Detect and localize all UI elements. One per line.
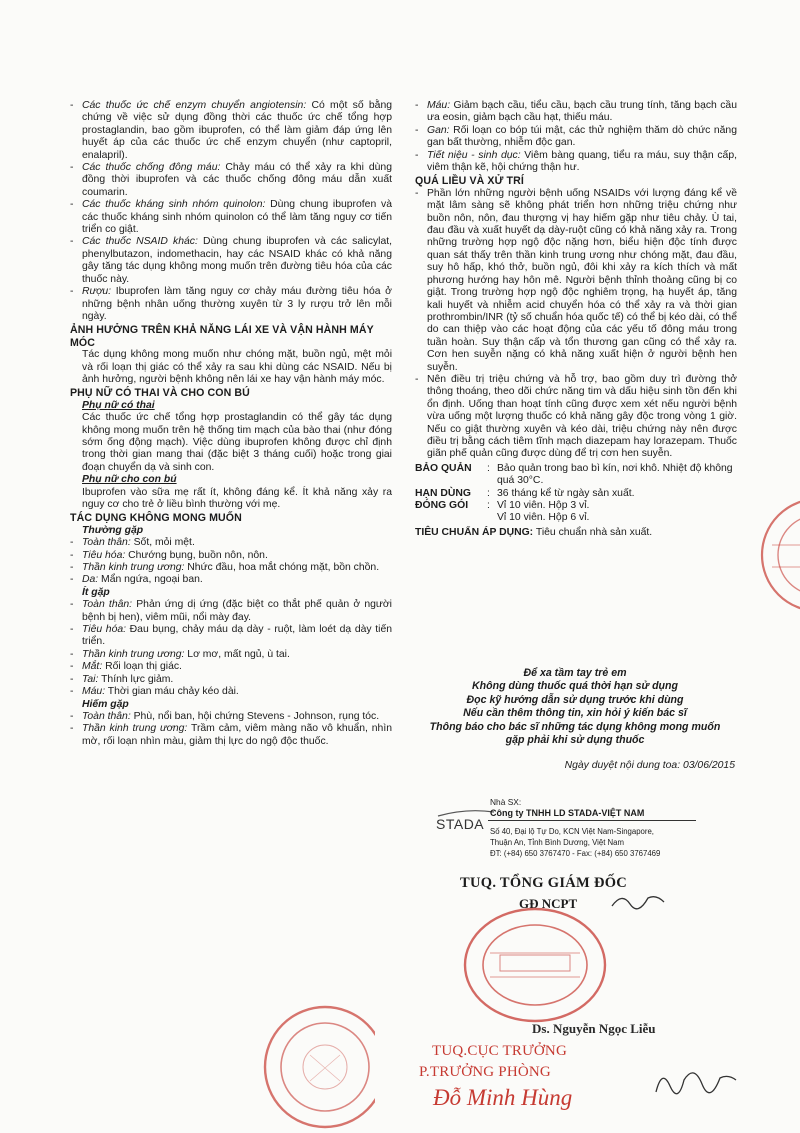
driving-heading: ẢNH HƯỞNG TRÊN KHẢ NĂNG LÁI XE VÀ VẬN HÀNH MÁY MÓC [70, 324, 374, 349]
overdose-heading: QUÁ LIỀU VÀ XỬ TRÍ [415, 175, 524, 188]
adverse-text: Sốt, mỏi mệt. [130, 537, 195, 549]
adverse-item [415, 100, 737, 125]
adverse-text: Chướng bụng, buồn nôn, nôn. [125, 549, 268, 561]
packaging-row [415, 500, 737, 525]
adverse-text: Nhức đầu, hoa mắt chóng mặt, bồn chồn. [184, 562, 380, 574]
adverse-item [70, 562, 392, 574]
adverse-heading: TÁC DỤNG KHÔNG MONG MUỐN [70, 512, 242, 525]
adverse-text: Rối loạn thị giác. [102, 661, 182, 673]
warning-line: Không dùng thuốc quá thời hạn sử dụng [472, 680, 678, 693]
adverse-text: Thính lực giảm. [98, 673, 174, 685]
official-subtitle: P.TRƯỞNG PHÒNG [419, 1064, 551, 1080]
adverse-lead: Tiết niệu - sinh dục: [427, 149, 521, 161]
interaction-item [70, 162, 392, 199]
interaction-item [70, 236, 392, 286]
adverse-lead: Mắt: [82, 661, 103, 673]
storage-row [415, 463, 737, 488]
pregnant-text: Các thuốc ức chế tổng hợp prostaglandin có thể gây tác dụng không mong muốn trên hệ thống tim mạch của bào thai (như đóng sớm ống động mạch). Việc dùng ibuprofen không được chỉ định trong thời gian mang thai (đặc biệt 3 tháng cuối) hoặc trong giai đoạn chuyển dạ và sinh con. [82, 412, 392, 473]
adverse-lead: Tiêu hóa: [82, 549, 126, 561]
warning-block [420, 667, 730, 747]
interaction-text: Chảy máu có thể xảy ra khi dùng đồng thời ibuprofen và các thuốc chống đông máu dẫn xuất coumarin. [82, 162, 392, 198]
adverse-text: Giảm bạch cầu, tiểu cầu, bạch cầu trung tính, tăng bạch cầu ưa eosin, giảm bạch cầu hạt, thiếu máu. [427, 100, 737, 124]
adverse-text: Lơ mơ, mất ngủ, ù tai. [184, 648, 290, 660]
adverse-item [70, 674, 392, 686]
manufacturer-name: Công ty TNHH LD STADA-VIỆT NAM [490, 808, 645, 818]
adverse-lead: Máu: [427, 100, 451, 111]
handwritten-signature-icon [608, 888, 668, 914]
storage-value: Bảo quản trong bao bì kín, nơi khô. Nhiệt độ không quá 30°C. [497, 462, 733, 487]
frequency-subheading: Thường gặp [82, 524, 144, 536]
adverse-text: Phản ứng dị ứng (đặc biệt co thắt phế quản ở người bệnh bị hen), viêm mũi, nổi mày đay. [82, 599, 392, 623]
manufacturer-address [490, 826, 720, 859]
adverse-item [70, 723, 392, 748]
right-column [415, 100, 737, 539]
divider [488, 820, 696, 821]
adverse-item [70, 550, 392, 562]
address-line: Số 40, Đại lộ Tự Do, KCN Việt Nam-Singapore, [490, 827, 654, 836]
adverse-item [70, 661, 392, 673]
adverse-lead: Toàn thân: [82, 710, 131, 722]
packaging-label: ĐÓNG GÓI [415, 500, 469, 511]
frequency-subheading: Hiếm gặp [82, 698, 129, 710]
interaction-lead: Các thuốc ức chế enzym chuyển angiotensin: [82, 100, 307, 111]
stada-logo: STADA [436, 816, 485, 832]
driving-text: Tác dụng không mong muốn như chóng mặt, buồn ngủ, mệt mỏi và rối loạn thị giác có thể xảy ra sau khi dùng các NSAID. Nếu bị ảnh hưởng, người bệnh không nên lái xe hay vận hành máy móc. [82, 349, 392, 385]
packaging-value-1: Vỉ 10 viên. Hộp 3 vỉ. [497, 500, 590, 511]
official-name: Đỗ Minh Hùng [433, 1085, 573, 1110]
adverse-lead: Toàn thân: [82, 599, 133, 611]
company-seal-icon [460, 905, 610, 1025]
warning-line: Đọc kỹ hướng dẫn sử dụng trước khi dùng [466, 693, 684, 706]
adverse-lead: Tai: [82, 673, 99, 685]
interaction-text: Ibuprofen làm tăng nguy cơ chảy máu đường tiêu hóa ở những bệnh nhân uống thường xuyên từ 3 ly rượu trở lên mỗi ngày. [82, 286, 392, 322]
pregnancy-heading: PHỤ NỮ CÓ THAI VÀ CHO CON BÚ [70, 387, 250, 400]
interaction-item [70, 199, 392, 236]
lactation-subheading: Phụ nữ cho con bú [82, 474, 177, 486]
lactation-text: Ibuprofen vào sữa mẹ rất ít, không đáng kể. Ít khả năng xảy ra nguy cơ cho trẻ ở liều bình thường với mẹ. [82, 486, 392, 510]
interaction-text: Có một số bằng chứng về việc sử dụng đồng thời các thuốc ức chế tổng hợp prostaglandin, bao gồm ibuprofen, có thể làm giảm đáp ứng lên huyết áp của các thuốc ức chế enzym chuyển (như captopril, enalapril). [82, 100, 392, 161]
adverse-lead: Toàn thân: [82, 537, 131, 549]
packaging-value-2: Vỉ 10 viên. Hộp 6 vỉ. [497, 512, 590, 524]
standard-label: TIÊU CHUẨN ÁP DỤNG: [415, 526, 534, 538]
edge-seal-icon [752, 485, 800, 625]
packaging-value [497, 500, 737, 525]
approval-date: Ngày duyệt nội dung toa: 03/06/2015 [564, 760, 735, 771]
standard-value: Tiêu chuẩn nhà sản xuất. [533, 526, 653, 538]
adverse-item [70, 686, 392, 698]
storage-label: BẢO QUẢN [415, 462, 472, 474]
adverse-item [415, 150, 737, 175]
phone-line: ĐT: (+84) 650 3767470 - Fax: (+84) 650 3767469 [490, 849, 661, 858]
interaction-lead: Các thuốc kháng sinh nhóm quinolon: [82, 199, 266, 211]
adverse-lead: Gan: [427, 124, 450, 136]
left-column [70, 100, 392, 748]
adverse-lead: Máu: [82, 686, 106, 698]
interaction-lead: Các thuốc NSAID khác: [82, 236, 198, 248]
adverse-text: Phù, nổi ban, hội chứng Stevens - Johnson, rụng tóc. [130, 710, 380, 722]
interaction-item [70, 100, 392, 162]
interaction-lead: Các thuốc chống đông máu: [82, 162, 221, 174]
shelf-life-row [415, 488, 737, 500]
adverse-item [70, 624, 392, 649]
address-line: Thuận An, Tỉnh Bình Dương, Việt Nam [490, 838, 625, 847]
adverse-lead: Tiêu hóa: [82, 624, 127, 636]
adverse-text: Mẩn ngứa, ngoại ban. [98, 574, 203, 586]
adverse-lead: Thần kinh trung ương: [82, 723, 188, 735]
adverse-text: Thời gian máu chảy kéo dài. [105, 686, 239, 698]
official-title: TUQ.CỤC TRƯỞNG [432, 1043, 568, 1059]
standard-row [415, 527, 737, 539]
colon: : [487, 500, 490, 511]
adverse-text: Đau bụng, chảy máu dạ dày - ruột, làm loét dạ dày tiến triển. [82, 624, 393, 648]
adverse-text: Trầm cảm, viêm màng não vô khuẩn, nhìn mờ, rối loạn nhìn màu, giảm thị lực do ngộ độc thuốc. [82, 723, 392, 747]
ministry-seal-icon [250, 985, 375, 1133]
warning-line: Nếu cần thêm thông tin, xin hỏi ý kiến bác sĩ [463, 707, 687, 720]
interaction-lead: Rượu: [82, 286, 112, 298]
adverse-text: Rối loạn co bóp túi mật, các thử nghiệm thăm dò chức năng gan bất thường, nhiễm độc gan. [427, 124, 737, 149]
overdose-paragraph: - Nên điều trị triệu chứng và hỗ trợ, bao gồm duy trì đường thở thông thoáng, theo dõi chức năng tim và dấu hiệu sinh tồn đến khi ổn định. Uống than hoạt tính cũng được xem xét nếu người bệnh vừa uống một lượng thuốc có khả năng gây độc trong vòng 1 giờ. Nếu co giật thường xuyên và kéo dài, triệu chứng này nên được điều trị bằng cách tiêm tĩnh mạch diazepam hay lorazepam. Thuốc giãn phế quản cũng được dùng để trị cơn hen suyễn. [415, 374, 737, 461]
adverse-item [70, 711, 392, 723]
signer-subtitle: GĐ NCPT [519, 896, 578, 911]
interaction-text: Dùng chung ibuprofen và các salicylat, phenylbutazon, indomethacin, hay các NSAID khác có khả năng gây tăng tác dụng không mong muốn trên đường tiêu hóa của các thuốc này. [82, 236, 392, 285]
shelf-life-label: HẠN DÙNG [415, 487, 471, 499]
interaction-item [70, 286, 392, 323]
adverse-lead: Da: [82, 574, 99, 586]
adverse-text: Viêm bàng quang, tiểu ra máu, suy thận cấp, viêm thận kẽ, hội chứng thận hư. [427, 149, 737, 174]
colon: : [487, 462, 490, 474]
colon: : [487, 487, 490, 499]
warning-line: Thông báo cho bác sĩ những tác dụng không mong muốn gặp phải khi sử dụng thuốc [429, 720, 721, 747]
adverse-item [70, 537, 392, 549]
adverse-item [70, 649, 392, 661]
adverse-item [70, 599, 392, 624]
adverse-lead: Thần kinh trung ương: [82, 648, 185, 660]
overdose-paragraph: - Phần lớn những người bệnh uống NSAIDs với lượng đáng kể về mặt lâm sàng sẽ không phát triển hơn những triệu chứng như buồn nôn, nôn, đau thượng vị hay hiếm gặp như tiêu chảy. Ù tai, đau đầu và xuất huyết dạ dày-ruột cũng có khả năng xảy ra. Trong những trường hợp ngộ độc nặng hơn, biểu hiện độc tính được quan sát thấy trên thần kinh trung ương như chóng mặt, đau đầu, suy hô hấp, khó thở, buồn ngủ, đôi khi xảy ra kích thích và mất phương hướng hay hôn mê. Người bệnh thỉnh thoảng cũng bị co giật. Trong trường hợp ngộ độc nghiêm trọng, hạ huyết áp, tăng kali huyết và nhiễm acid chuyển hóa có thể xảy ra và thời gian prothrombin/INR (tỷ số chuẩn hóa quốc tế) có thể bị kéo dài, có thể do can thiệp vào các hoạt động của các yếu tố đông máu trong tuần hoàn. Suy thận cấp và tổn thương gan cũng có thể xảy ra. Cơn hen suyễn nặng có khả năng xuất hiện ở người bệnh hen suyễn. [415, 188, 737, 374]
adverse-item [70, 574, 392, 586]
handwritten-signature-icon [650, 1062, 740, 1102]
pregnant-subheading: Phụ nữ có thai [82, 399, 155, 411]
adverse-item [415, 125, 737, 150]
adverse-lead: Thần kinh trung ương: [82, 562, 185, 574]
frequency-subheading: Ít gặp [82, 586, 110, 598]
manufacturer-label: Nhà SX: [490, 797, 522, 807]
warning-line: Để xa tầm tay trẻ em [523, 667, 627, 679]
signer-name: Ds. Nguyễn Ngọc Liễu [532, 1021, 656, 1036]
shelf-life-value: 36 tháng kể từ ngày sản xuất. [497, 487, 635, 499]
signer-title: TUQ. TỔNG GIÁM ĐỐC [460, 875, 628, 891]
interaction-text: Dùng chung ibuprofen và các thuốc kháng sinh nhóm quinolon có thể làm tăng nguy cơ tiến triển co giật. [82, 199, 392, 236]
